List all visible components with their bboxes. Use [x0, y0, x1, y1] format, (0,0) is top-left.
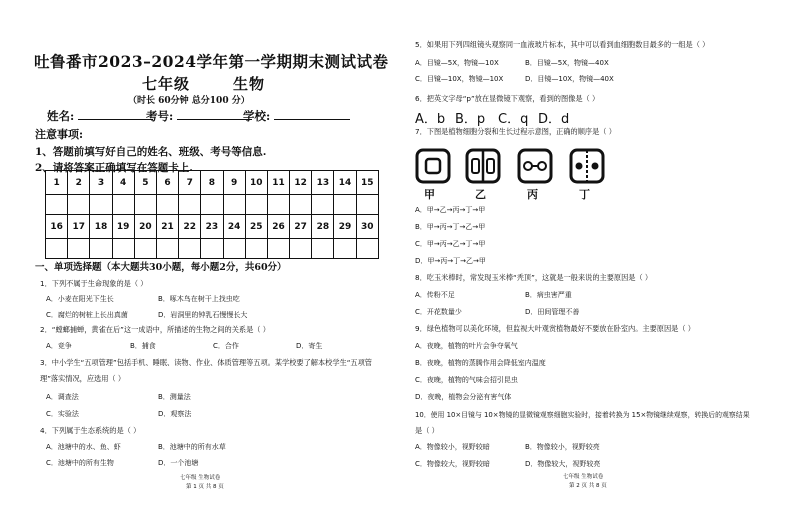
- grid-label: 16: [46, 215, 68, 239]
- q1-stem: 1．下列不属于生命现象的是（ ）: [40, 279, 148, 288]
- q5-stem: 5．如果用下列四组镜头观察同一血液玻片标本，其中可以看到血细胞数目最多的一组是（ ）: [415, 40, 710, 49]
- grid-label: 28: [312, 215, 334, 239]
- q4-stem: 4．下列属于生态系统的是（ ）: [40, 426, 141, 435]
- section-1-heading: 一、单项选择题（本大题共30小题，每小题2分，共60分）: [35, 262, 287, 273]
- grid-label: 29: [334, 215, 356, 239]
- q9-stem: 9．绿色植物可以美化环境，但监视大叶观赏植物最好不要放在卧室内。主要原因是（ ）: [415, 324, 695, 333]
- q9-option-d[interactable]: D．夜晚，植物会分泌有害气体: [415, 393, 512, 401]
- q9-option-b[interactable]: B．夜晚，植物的蒸腾作用会降低室内温度: [415, 359, 546, 367]
- q1-option-b[interactable]: B．啄木鸟在树干上找虫吃: [158, 295, 240, 303]
- q2-option-c[interactable]: C．合作: [213, 342, 239, 350]
- grid-label: 4: [112, 171, 134, 195]
- q6-option-d[interactable]: D．d: [538, 112, 570, 127]
- grid-label: 25: [245, 215, 267, 239]
- answer-cell[interactable]: [46, 239, 68, 259]
- answer-cell[interactable]: [201, 239, 223, 259]
- answer-cell[interactable]: [134, 195, 156, 215]
- answer-cell[interactable]: [267, 195, 289, 215]
- q3-option-b[interactable]: B．测量法: [158, 393, 191, 401]
- q5-option-c[interactable]: C．目镜—10X，物镜—10X: [415, 75, 504, 83]
- answer-cell[interactable]: [312, 195, 334, 215]
- q3-stem-line2: 理”落实情况，应选用（ ）: [40, 374, 126, 383]
- school-field-label: 学校:: [243, 108, 350, 124]
- q1-option-d[interactable]: D．岩洞里的钟乳石慢慢长大: [158, 311, 248, 319]
- q1-option-a[interactable]: A．小麦在阳光下生长: [46, 295, 114, 303]
- answer-cell[interactable]: [156, 239, 178, 259]
- cell-label-jia: 甲: [424, 188, 435, 201]
- q10-option-b[interactable]: B．物像较小，视野较亮: [525, 443, 600, 451]
- cell-ding-figure: [571, 150, 603, 182]
- grid-label: 6: [156, 171, 178, 195]
- q7-option-b[interactable]: B．甲→丙→丁→乙→甲: [415, 223, 486, 231]
- answer-cell[interactable]: [223, 239, 245, 259]
- notice-1: 1、答题前填写好自己的姓名、班级、考号等信息.: [35, 146, 267, 158]
- grid-label: 2: [68, 171, 90, 195]
- answer-cell[interactable]: [46, 195, 68, 215]
- q10-option-c[interactable]: C．物像较大，视野较暗: [415, 460, 490, 468]
- cell-bing-figure: [519, 150, 551, 182]
- school-blank[interactable]: [274, 109, 350, 120]
- answer-cell[interactable]: [179, 239, 201, 259]
- answer-cell[interactable]: [223, 195, 245, 215]
- subject-label: 生物: [233, 75, 266, 93]
- q2-stem: 2．“螳螂捕蝉，黄雀在后”这一成语中，所描述的生物之间的关系是（ ）: [40, 325, 270, 334]
- answer-cell[interactable]: [334, 239, 356, 259]
- q7-option-a[interactable]: A．甲→乙→丙→丁→甲: [415, 206, 486, 214]
- footer-course: 七年级 生物试卷: [563, 474, 604, 480]
- q6-option-b[interactable]: B．p: [455, 112, 486, 127]
- grid-label: 19: [112, 215, 134, 239]
- answer-cell[interactable]: [245, 195, 267, 215]
- answer-cell[interactable]: [267, 239, 289, 259]
- grid-label: 15: [356, 171, 378, 195]
- exam-title: 吐鲁番市2023–2024学年第一学期期末测试试卷: [34, 52, 389, 71]
- q7-option-d[interactable]: D．甲→丙→丁→乙→甲: [415, 257, 486, 265]
- answer-cell[interactable]: [68, 195, 90, 215]
- cell-label-ding: 丁: [579, 188, 590, 201]
- grid-label: 18: [90, 215, 112, 239]
- q3-option-a[interactable]: A．调查法: [46, 393, 79, 401]
- grid-label: 5: [134, 171, 156, 195]
- q2-option-a[interactable]: A．竞争: [46, 342, 72, 350]
- grid-label: 20: [134, 215, 156, 239]
- grid-label: 12: [290, 171, 312, 195]
- grid-label: 11: [267, 171, 289, 195]
- grid-label: 24: [223, 215, 245, 239]
- cell-label-yi: 乙: [475, 188, 486, 201]
- q3-option-d[interactable]: D．观察法: [158, 410, 192, 418]
- answer-cell[interactable]: [245, 239, 267, 259]
- grid-label: 30: [356, 215, 378, 239]
- answer-cell[interactable]: [290, 195, 312, 215]
- cell-yi-figure: [467, 150, 499, 182]
- name-field-label: 姓名:: [47, 108, 153, 124]
- answer-cell[interactable]: [201, 195, 223, 215]
- answer-cell[interactable]: [90, 195, 112, 215]
- q8-option-b[interactable]: B．病虫害严重: [525, 291, 572, 299]
- q10-option-a[interactable]: A．物像较小，视野较暗: [415, 443, 490, 451]
- grid-label: 3: [90, 171, 112, 195]
- duration-line: （时长 60分钟 总分100 分）: [128, 96, 250, 106]
- grid-label: 14: [334, 171, 356, 195]
- q4-option-b[interactable]: B．池塘中的所有水草: [158, 443, 226, 451]
- grid-label: 21: [156, 215, 178, 239]
- q5-option-b[interactable]: B．目镜—5X，物镜—40X: [525, 59, 609, 67]
- q2-option-d[interactable]: D．寄生: [296, 342, 323, 350]
- footer-course: 七年级 生物试卷: [180, 475, 221, 481]
- q7-option-c[interactable]: C．甲→丙→乙→丁→甲: [415, 240, 486, 248]
- cell-label-bing: 丙: [527, 188, 538, 201]
- answer-cell[interactable]: [312, 239, 334, 259]
- q8-option-c[interactable]: C．开花数量少: [415, 308, 462, 316]
- q10-option-d[interactable]: D．物像较大，视野较亮: [525, 460, 601, 468]
- answer-cell[interactable]: [90, 239, 112, 259]
- answer-cell[interactable]: [334, 195, 356, 215]
- footer-page: 第 1 页 共 8 页: [186, 484, 224, 490]
- q4-option-d[interactable]: D．一个池塘: [158, 459, 199, 467]
- grid-label: 8: [201, 171, 223, 195]
- q4-option-c[interactable]: C．池塘中的所有生物: [46, 459, 114, 467]
- q9-option-a[interactable]: A．夜晚，植物的叶片会争夺氧气: [415, 342, 518, 350]
- name-blank[interactable]: [78, 109, 153, 120]
- answer-cell[interactable]: [68, 239, 90, 259]
- answer-cell[interactable]: [290, 239, 312, 259]
- cell-jia-figure: [417, 150, 449, 182]
- grid-label: 26: [267, 215, 289, 239]
- grid-label: 17: [68, 215, 90, 239]
- answer-cell[interactable]: [179, 195, 201, 215]
- q10-stem-line2: 是（ ）: [415, 426, 439, 435]
- q4-option-a[interactable]: A．池塘中的水、鱼、虾: [46, 443, 121, 451]
- grid-label: 1: [46, 171, 68, 195]
- exam-no-blank[interactable]: [177, 109, 252, 120]
- q2-option-b[interactable]: B．捕食: [130, 342, 156, 350]
- answer-cell[interactable]: [156, 195, 178, 215]
- q3-stem-line1: 3．中小学生“五项管理”包括手机、睡眠、读物、作业、体质管理等五项。某学校要了解本校学生“五项管: [40, 358, 372, 367]
- answer-cell[interactable]: [112, 239, 134, 259]
- answer-cell[interactable]: [134, 239, 156, 259]
- q8-stem: 8．吃玉米棒时，常发现玉米棒“秃顶”，这就是一般来说的主要原因是（ ）: [415, 273, 653, 282]
- answer-cell[interactable]: [112, 195, 134, 215]
- notice-title: 注意事项:: [35, 128, 84, 141]
- grid-label: 13: [312, 171, 334, 195]
- q5-option-a[interactable]: A．目镜—5X，物镜—10X: [415, 59, 499, 67]
- grid-label: 22: [179, 215, 201, 239]
- q10-stem-line1: 10．使用 10×目镜与 10×物镜的显微镜观察细胞实验时，接着转换为 15×物镜继续观察，转换后的观察结果: [415, 411, 750, 419]
- q5-option-d[interactable]: D．目镜—10X，物镜—40X: [525, 75, 614, 83]
- q9-option-c[interactable]: C．夜晚，植物的气味会招引昆虫: [415, 376, 518, 384]
- grid-label: 10: [245, 171, 267, 195]
- footer-page: 第 2 页 共 8 页: [569, 483, 607, 489]
- q6-option-a[interactable]: A．b: [415, 112, 446, 127]
- grid-label: 7: [179, 171, 201, 195]
- q3-option-c[interactable]: C．实验法: [46, 410, 79, 418]
- exam-no-field-label: 考号:: [146, 108, 252, 124]
- grade-label: 七年级: [142, 75, 191, 93]
- cell-division-diagram: [415, 148, 605, 184]
- grid-label: 27: [290, 215, 312, 239]
- answer-cell[interactable]: [356, 195, 378, 215]
- grid-label: 9: [223, 171, 245, 195]
- answer-grid: [45, 170, 379, 259]
- notice-2: 2、请将答案正确填写在答题卡上.: [35, 162, 193, 174]
- q6-stem: 6．把英文字母“p”放在显微镜下观察，看到的图像是（ ）: [415, 94, 600, 103]
- q6-option-c[interactable]: C．q: [498, 112, 529, 127]
- q7-stem: 7．下图是植物细胞分裂和生长过程示意图，正确的顺序是（ ）: [415, 127, 616, 136]
- grid-label: 23: [201, 215, 223, 239]
- answer-cell[interactable]: [356, 239, 378, 259]
- q8-option-a[interactable]: A．传粉不足: [415, 291, 455, 299]
- q1-option-c[interactable]: C．腐烂的树桩上长出真菌: [46, 311, 128, 319]
- exam-page-2: [397, 0, 794, 516]
- q8-option-d[interactable]: D．田间管理不善: [525, 308, 580, 316]
